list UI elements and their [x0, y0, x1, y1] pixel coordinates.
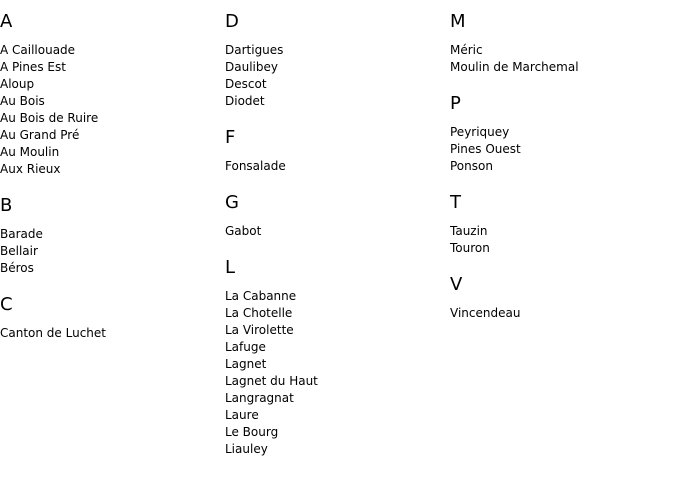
place-link[interactable]: Langragnat: [225, 391, 294, 405]
letter-group: [450, 193, 675, 257]
place-link[interactable]: Vincendeau: [450, 306, 521, 320]
place-link[interactable]: Béros: [0, 261, 34, 275]
letter-heading: G: [225, 192, 239, 213]
place-link[interactable]: Le Bourg: [225, 425, 279, 439]
letter-heading: L: [225, 257, 236, 278]
place-link[interactable]: Peyriquey: [450, 125, 510, 139]
letter-group: [225, 12, 450, 110]
place-link[interactable]: Au Bois: [0, 94, 45, 108]
place-list: [450, 124, 675, 175]
place-list: [225, 158, 450, 175]
place-link[interactable]: Laure: [225, 408, 259, 422]
letter-heading: C: [0, 294, 13, 315]
index-column: [225, 0, 450, 458]
place-link[interactable]: Descot: [225, 77, 267, 91]
place-link[interactable]: La Virolette: [225, 323, 294, 337]
place-link[interactable]: Tauzin: [450, 224, 488, 238]
place-list: [225, 223, 450, 240]
place-list: [0, 226, 225, 277]
place-link[interactable]: Aux Rieux: [0, 162, 61, 176]
letter-heading: P: [450, 93, 461, 114]
place-list: [450, 223, 675, 257]
place-link[interactable]: Gabot: [225, 224, 262, 238]
letter-heading: T: [450, 192, 461, 213]
place-list: [225, 288, 450, 458]
place-link[interactable]: Barade: [0, 227, 43, 241]
place-link[interactable]: Diodet: [225, 94, 265, 108]
index-column: [0, 0, 225, 342]
place-link[interactable]: Au Grand Pré: [0, 128, 80, 142]
letter-group: [0, 12, 225, 178]
letter-group: [450, 275, 675, 322]
letter-heading: A: [0, 11, 13, 32]
place-list: [0, 325, 225, 342]
place-link[interactable]: Daulibey: [225, 60, 278, 74]
place-list: [450, 42, 675, 76]
letter-group: [0, 295, 225, 342]
letter-heading: D: [225, 11, 239, 32]
place-link[interactable]: Lagnet: [225, 357, 267, 371]
letter-heading: B: [0, 195, 13, 216]
place-link[interactable]: Dartigues: [225, 43, 284, 57]
letter-group: [225, 193, 450, 240]
place-link[interactable]: A Caillouade: [0, 43, 76, 57]
letter-heading: F: [225, 127, 236, 148]
place-link[interactable]: La Chotelle: [225, 306, 293, 320]
place-link[interactable]: Aloup: [0, 77, 35, 91]
place-link[interactable]: Au Bois de Ruire: [0, 111, 99, 125]
place-link[interactable]: Au Moulin: [0, 145, 60, 159]
place-link[interactable]: Lafuge: [225, 340, 266, 354]
letter-heading: V: [450, 274, 463, 295]
place-link[interactable]: Bellair: [0, 244, 38, 258]
place-link[interactable]: La Cabanne: [225, 289, 297, 303]
index-column: [450, 0, 675, 322]
place-link[interactable]: Méric: [450, 43, 483, 57]
place-list: [450, 305, 675, 322]
place-link[interactable]: Liauley: [225, 442, 268, 456]
place-list: [225, 42, 450, 110]
place-list: [0, 42, 225, 178]
place-link[interactable]: Moulin de Marchemal: [450, 60, 579, 74]
letter-group: [450, 12, 675, 76]
place-link[interactable]: Canton de Luchet: [0, 326, 106, 340]
place-link[interactable]: Fonsalade: [225, 159, 286, 173]
letter-group: [225, 258, 450, 458]
place-link[interactable]: Touron: [450, 241, 490, 255]
letter-group: [450, 94, 675, 175]
letter-heading: M: [450, 11, 466, 32]
place-link[interactable]: Pines Ouest: [450, 142, 521, 156]
letter-group: [0, 196, 225, 277]
place-link[interactable]: A Pines Est: [0, 60, 66, 74]
place-link[interactable]: Ponson: [450, 159, 493, 173]
place-link[interactable]: Lagnet du Haut: [225, 374, 318, 388]
letter-group: [225, 128, 450, 175]
